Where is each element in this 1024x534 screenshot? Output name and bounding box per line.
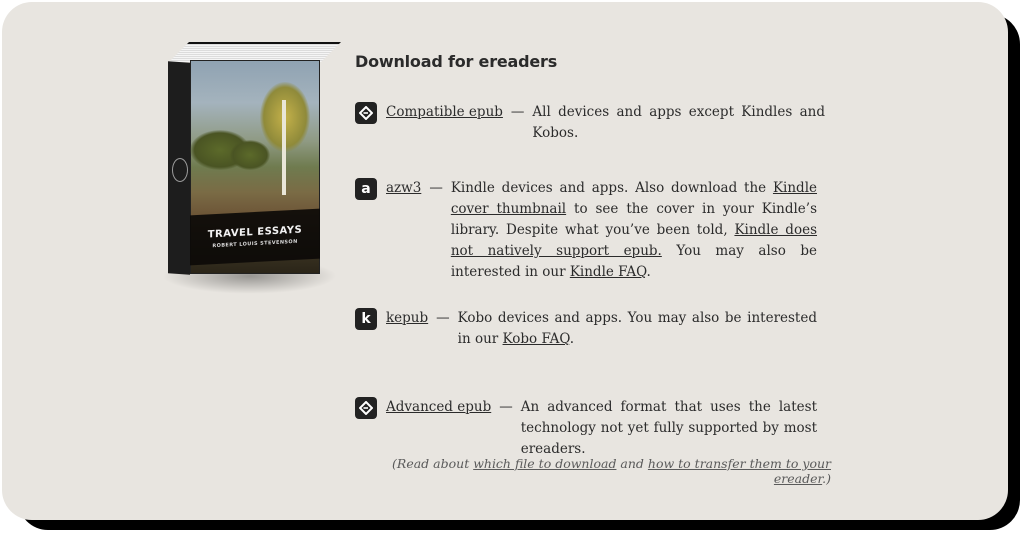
format-description: All devices and apps except Kindles and Kobos. [532,104,825,141]
help-note [369,456,831,486]
format-row-compatible-epub [355,102,825,144]
kobo-faq-link[interactable]: Kobo FAQ [502,331,570,347]
download-section [355,52,831,486]
painting-trunk [282,100,286,195]
dash: — [429,180,443,196]
format-description [458,308,817,350]
kindle-faq-link[interactable]: Kindle FAQ [569,264,647,280]
book-title: TRAVEL ESSAYS [207,224,303,241]
desc-text: Kobo devices and apps. You may also be interested in our [457,310,817,347]
advanced-epub-link[interactable]: Advanced epub [386,399,492,415]
amazon-icon: a [355,178,377,200]
desc-text: Kindle devices and apps. Also download the [450,180,773,196]
dash: — [436,310,450,326]
which-file-link[interactable]: which file to download [473,456,617,471]
publisher-logo-icon [172,158,188,182]
desc-text: . [646,264,651,280]
azw3-link[interactable]: azw3 [386,180,422,196]
kepub-link[interactable]: kepub [386,310,429,326]
book-cover-image [152,40,342,290]
painting-bush [230,140,270,170]
note-text: .) [822,471,831,486]
format-row-advanced-epub [355,397,817,460]
desc-text: . [569,331,575,347]
kindle-epub-support-link[interactable]: Kindle does not natively support epub. [450,222,817,259]
note-text: and [616,456,648,471]
format-row-azw3 [355,178,817,283]
format-description: An advanced format that uses the latest technology not yet fully supported by most ereaders. [520,399,817,457]
note-text: (Read about [392,456,474,471]
dash: — [499,399,513,415]
epub-icon [355,397,377,419]
format-row-kepub [355,308,817,350]
desc-text: You may also be interested in our [450,243,817,280]
dash: — [510,104,525,120]
book-title-band [190,209,320,266]
kobo-icon: k [355,308,377,330]
format-description [451,178,817,283]
book-author: ROBERT LOUIS STEVENSON [212,238,298,250]
desc-text: to see the cover in your Kindle’s library. Despite what you’ve been told, [450,201,818,238]
transfer-guide-link[interactable]: how to transfer them to your ereader [647,456,831,486]
section-heading: Download for ereaders [355,52,558,71]
download-card [2,2,1008,520]
epub-icon [355,102,377,124]
book-pages [169,42,341,62]
kindle-cover-thumbnail-link[interactable]: Kindle cover thumbnail [450,180,817,217]
compatible-epub-link[interactable]: Compatible epub [386,104,503,120]
